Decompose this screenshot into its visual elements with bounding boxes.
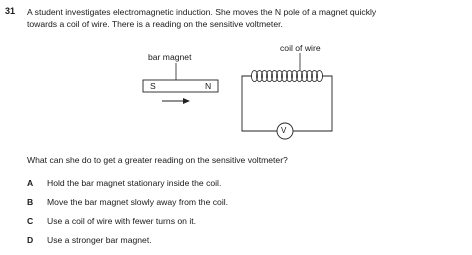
option-d-text: Use a stronger bar magnet. bbox=[47, 235, 152, 245]
option-c-text: Use a coil of wire with fewer turns on it. bbox=[47, 216, 197, 226]
stem-line-1: A student investigates electromagnetic induction. She moves the N pole of a magnet quickly bbox=[27, 7, 377, 17]
question-prompt: What can she do to get a greater reading on the sensitive voltmeter? bbox=[27, 155, 288, 165]
circuit-wire bbox=[242, 76, 332, 131]
coil-of-wire bbox=[251, 71, 322, 82]
voltmeter-symbol: V bbox=[281, 126, 287, 135]
coil-label: coil of wire bbox=[280, 43, 321, 53]
question-number: 31 bbox=[5, 6, 16, 16]
option-c bbox=[27, 216, 196, 226]
option-a-text: Hold the bar magnet stationary inside the coil. bbox=[47, 178, 222, 188]
bar-magnet-label: bar magnet bbox=[148, 52, 192, 62]
option-d-letter: D bbox=[27, 235, 34, 245]
stem-line-2: towards a coil of wire. There is a reading on the sensitive voltmeter. bbox=[27, 19, 283, 29]
option-b bbox=[27, 197, 228, 207]
motion-arrow-head bbox=[183, 98, 190, 104]
south-pole-label: S bbox=[150, 81, 156, 91]
option-b-text: Move the bar magnet slowly away from the coil. bbox=[47, 197, 229, 207]
option-a bbox=[27, 178, 221, 188]
option-b-letter: B bbox=[27, 197, 34, 207]
option-a-letter: A bbox=[27, 178, 34, 188]
option-d bbox=[27, 235, 152, 245]
option-c-letter: C bbox=[27, 216, 34, 226]
north-pole-label: N bbox=[205, 81, 212, 91]
